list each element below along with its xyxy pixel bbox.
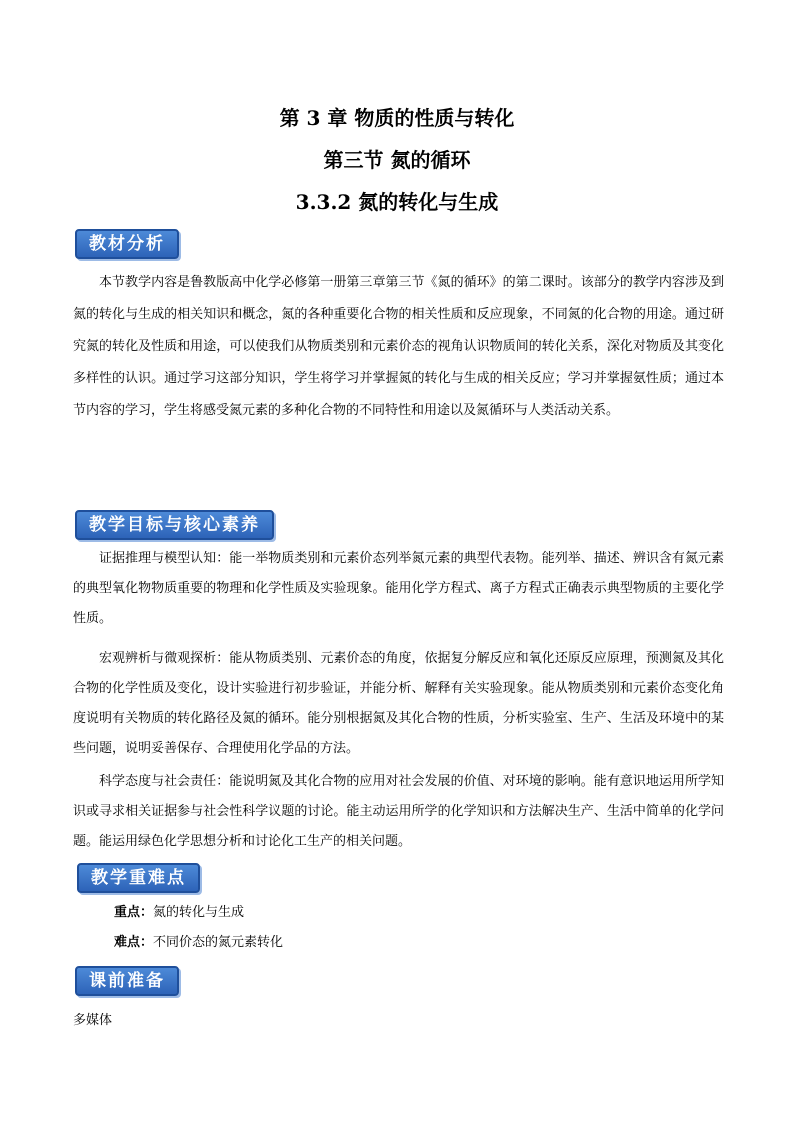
section-title: 第三节 氮的循环 xyxy=(323,148,471,172)
preparation-heading: 课前准备 xyxy=(75,966,179,996)
objectives-heading: 教学目标与核心素养 xyxy=(75,510,274,540)
difficulty-label: 难点： xyxy=(114,935,154,950)
objective-macro-micro: 宏观辨析与微观探析：能从物质类别、元素价态的角度，依据复分解反应和氧化还原反应原理，预测氮及其化合物的化学性质及变化，设计实验进行初步验证，并能分析、解释有关实验现象。能从物质类别和元素价态变化角度说明有关物质的转化路径及氮的循环。能分别根据氮及其化合物的性质，分析实验室、生产、生活及环境中的某些问题，说明妥善保存、合理使用化学品的方法。 xyxy=(73,651,724,756)
objective-evidence-reasoning: 证据推理与模型认知：能一举物质类别和元素价态列举氮元素的典型代表物。能列举、描述、辨识含有氮元素的典型氧化物物质重要的物理和化学性质及实验现象。能用化学方程式、离子方程式正确表示典型物质的主要化学性质。 xyxy=(73,551,724,626)
lesson-title: 3.3.2 氮的转化与生成 xyxy=(295,190,499,214)
material-analysis-heading: 教材分析 xyxy=(75,229,179,259)
key-points-heading: 教学重难点 xyxy=(77,863,200,893)
chapter-title: 第 3 章 物质的性质与转化 xyxy=(279,106,515,130)
focus-text: 氮的转化与生成 xyxy=(153,905,245,920)
objective-science-attitude: 科学态度与社会责任：能说明氮及其化合物的应用对社会发展的价值、对环境的影响。能有意识地运用所学知识或寻求相关证据参与社会性科学议题的讨论。能主动运用所学的化学知识和方法解决生产、生活中简单的化学问题。能运用绿色化学思想分析和讨论化工生产的相关问题。 xyxy=(73,774,724,849)
difficulty-line xyxy=(114,933,283,953)
difficulty-text: 不同价态的氮元素转化 xyxy=(153,935,284,950)
focus-line xyxy=(114,903,244,923)
preparation-body: 多媒体 xyxy=(73,1013,113,1028)
focus-label: 重点： xyxy=(114,905,154,920)
material-analysis-body: 本节教学内容是鲁教版高中化学必修第一册第三章第三节《氮的循环》的第二课时。该部分的教学内容涉及到氮的转化与生成的相关知识和概念，氮的各种重要化合物的相关性质和反应现象，不同氮的化合物的用途。通过研究氮的转化及性质和用途，可以使我们从物质类别和元素价态的视角认识物质间的转化关系，深化对物质及其变化多样性的认识。通过学习这部分知识，学生将学习并掌握氮的转化与生成的相关反应；学习并掌握氨性质；通过本节内容的学习，学生将感受氮元素的多种化合物的不同特性和用途以及氮循环与人类活动关系。 xyxy=(73,275,724,418)
